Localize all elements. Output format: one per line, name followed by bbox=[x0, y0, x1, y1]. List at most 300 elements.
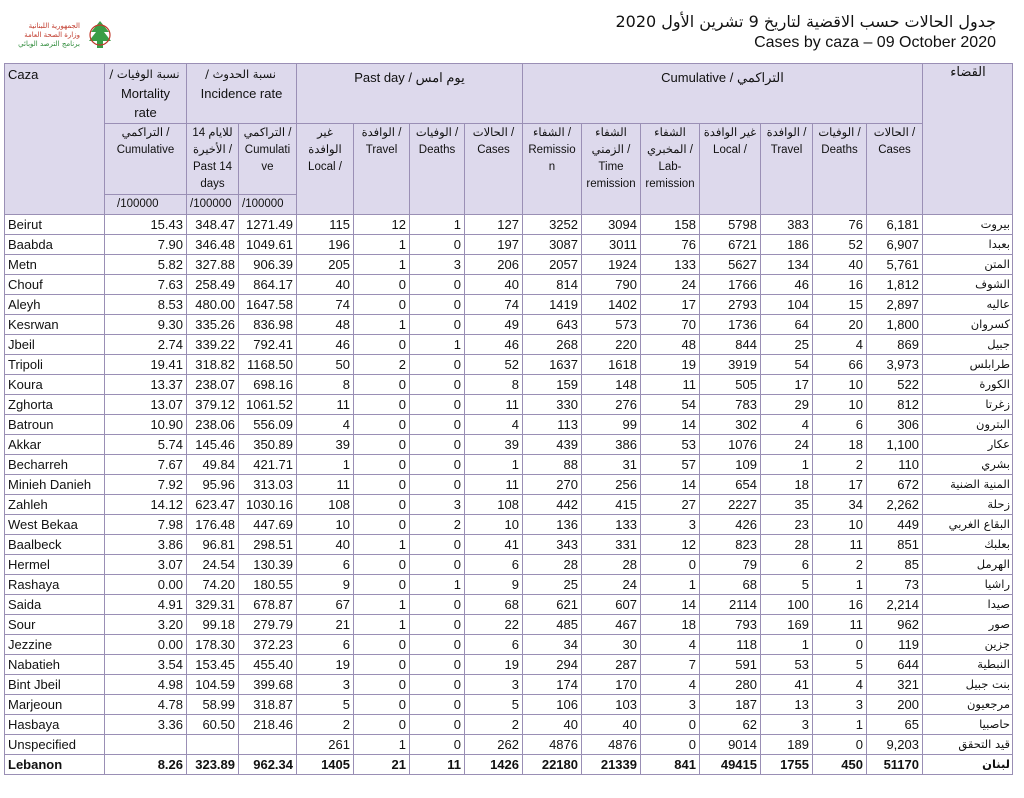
past-day-header: Past day / يوم امس bbox=[297, 64, 523, 124]
sub-cu-local: غير الوافدة Local / bbox=[700, 124, 761, 215]
cell-value: 3.07 bbox=[105, 555, 187, 575]
cell-value: 4 bbox=[297, 415, 354, 435]
cell-value: 1924 bbox=[582, 255, 641, 275]
caza-name-arabic: المنية الضنية bbox=[923, 475, 1013, 495]
cell-value: 386 bbox=[582, 435, 641, 455]
caza-name: Sour bbox=[5, 615, 105, 635]
cell-value: 335.26 bbox=[187, 315, 239, 335]
cell-value: 10 bbox=[813, 515, 867, 535]
cell-value: 158 bbox=[641, 215, 700, 235]
cell-value bbox=[187, 735, 239, 755]
cell-value: 841 bbox=[641, 755, 700, 775]
cell-value: 0 bbox=[354, 655, 410, 675]
cell-value: 1 bbox=[354, 615, 410, 635]
cell-value: 1766 bbox=[700, 275, 761, 295]
table-row bbox=[5, 275, 1013, 295]
cell-value: 28 bbox=[582, 555, 641, 575]
table-row bbox=[5, 355, 1013, 375]
cell-value: 40 bbox=[297, 535, 354, 555]
cell-value: 3 bbox=[465, 675, 523, 695]
caza-name-arabic: زحلة bbox=[923, 495, 1013, 515]
cell-value: 1 bbox=[354, 235, 410, 255]
cell-value: 6 bbox=[465, 555, 523, 575]
cell-value: 134 bbox=[761, 255, 813, 275]
cell-value: 205 bbox=[297, 255, 354, 275]
cell-value: 46 bbox=[297, 335, 354, 355]
caza-name-arabic: كسروان bbox=[923, 315, 1013, 335]
caza-name-arabic: مرجعيون bbox=[923, 695, 1013, 715]
cell-value: 20 bbox=[813, 315, 867, 335]
cell-value: 5627 bbox=[700, 255, 761, 275]
cell-value: 415 bbox=[582, 495, 641, 515]
cell-value: 346.48 bbox=[187, 235, 239, 255]
cell-value: 133 bbox=[582, 515, 641, 535]
cell-value: 29 bbox=[761, 395, 813, 415]
cell-value: 85 bbox=[867, 555, 923, 575]
cell-value: 153.45 bbox=[187, 655, 239, 675]
caza-name: Metn bbox=[5, 255, 105, 275]
caza-name: Baabda bbox=[5, 235, 105, 255]
cell-value: 148 bbox=[582, 375, 641, 395]
cell-value: 823 bbox=[700, 535, 761, 555]
cell-value: 103 bbox=[582, 695, 641, 715]
cell-value: 14 bbox=[641, 475, 700, 495]
cell-value: 0 bbox=[410, 475, 465, 495]
cell-value: 3.54 bbox=[105, 655, 187, 675]
cell-value: 426 bbox=[700, 515, 761, 535]
cell-value: 2 bbox=[465, 715, 523, 735]
cell-value: 67 bbox=[297, 595, 354, 615]
sub-pd-deaths: الوفيات / Deaths bbox=[410, 124, 465, 215]
cell-value: 133 bbox=[641, 255, 700, 275]
cell-value: 3 bbox=[641, 515, 700, 535]
cell-value: 106 bbox=[523, 695, 582, 715]
table-row bbox=[5, 695, 1013, 715]
cell-value: 7.67 bbox=[105, 455, 187, 475]
cell-value: 53 bbox=[761, 655, 813, 675]
cell-value: 2 bbox=[354, 355, 410, 375]
cell-value: 287 bbox=[582, 655, 641, 675]
cell-value: 0 bbox=[813, 635, 867, 655]
sub-incidence-14days: للايام 14 الأخيرة / Past 14 days bbox=[187, 124, 239, 195]
cell-value: 8.53 bbox=[105, 295, 187, 315]
cell-value: 14.12 bbox=[105, 495, 187, 515]
table-row bbox=[5, 475, 1013, 495]
cell-value: 0 bbox=[410, 595, 465, 615]
cell-value: 1402 bbox=[582, 295, 641, 315]
cell-value: 41 bbox=[465, 535, 523, 555]
table-row bbox=[5, 735, 1013, 755]
cell-value: 13.07 bbox=[105, 395, 187, 415]
cell-value: 68 bbox=[465, 595, 523, 615]
caza-name: Saida bbox=[5, 595, 105, 615]
cell-value: 238.06 bbox=[187, 415, 239, 435]
cell-value: 450 bbox=[813, 755, 867, 775]
caza-name-arabic: البترون bbox=[923, 415, 1013, 435]
cell-value: 1 bbox=[641, 575, 700, 595]
cell-value: 95.96 bbox=[187, 475, 239, 495]
cell-value: 104.59 bbox=[187, 675, 239, 695]
caza-name: Zghorta bbox=[5, 395, 105, 415]
cell-value: 1405 bbox=[297, 755, 354, 775]
cell-value: 467 bbox=[582, 615, 641, 635]
cell-value: 0 bbox=[354, 515, 410, 535]
cell-value: 1168.50 bbox=[239, 355, 297, 375]
cell-value: 556.09 bbox=[239, 415, 297, 435]
cell-value: 0 bbox=[641, 715, 700, 735]
cell-value: 66 bbox=[813, 355, 867, 375]
cell-value: 623.47 bbox=[187, 495, 239, 515]
cell-value: 6 bbox=[813, 415, 867, 435]
cell-value: 0 bbox=[354, 495, 410, 515]
cedar-icon bbox=[86, 20, 114, 50]
cell-value: 0 bbox=[410, 535, 465, 555]
cell-value: 96.81 bbox=[187, 535, 239, 555]
cell-value: 1 bbox=[465, 455, 523, 475]
cell-value: 1076 bbox=[700, 435, 761, 455]
cell-value: 3919 bbox=[700, 355, 761, 375]
logo-line-3: برنامج الترصد الوبائي bbox=[18, 40, 80, 48]
cell-value: 23 bbox=[761, 515, 813, 535]
cell-value: 51170 bbox=[867, 755, 923, 775]
table-row bbox=[5, 215, 1013, 235]
cell-value: 790 bbox=[582, 275, 641, 295]
cell-value: 7.92 bbox=[105, 475, 187, 495]
cell-value: 76 bbox=[641, 235, 700, 255]
cell-value: 0 bbox=[410, 735, 465, 755]
cell-value: 573 bbox=[582, 315, 641, 335]
cell-value: 60.50 bbox=[187, 715, 239, 735]
cell-value: 1,800 bbox=[867, 315, 923, 335]
cell-value: 621 bbox=[523, 595, 582, 615]
cell-value: 196 bbox=[297, 235, 354, 255]
caza-name: Nabatieh bbox=[5, 655, 105, 675]
caza-name-arabic: بيروت bbox=[923, 215, 1013, 235]
cell-value: 0 bbox=[410, 355, 465, 375]
cell-value: 104 bbox=[761, 295, 813, 315]
cell-value: 851 bbox=[867, 535, 923, 555]
cell-value: 4.78 bbox=[105, 695, 187, 715]
cell-value: 108 bbox=[465, 495, 523, 515]
cell-value: 323.89 bbox=[187, 755, 239, 775]
cell-value: 145.46 bbox=[187, 435, 239, 455]
caza-name: Beirut bbox=[5, 215, 105, 235]
table-row bbox=[5, 535, 1013, 555]
logo-line-1: الجمهورية اللبنانية bbox=[28, 22, 80, 30]
cell-value: 136 bbox=[523, 515, 582, 535]
cell-value: 0 bbox=[410, 235, 465, 255]
cell-value: 52 bbox=[813, 235, 867, 255]
cell-value: 21 bbox=[354, 755, 410, 775]
cell-value: 869 bbox=[867, 335, 923, 355]
cell-value: 383 bbox=[761, 215, 813, 235]
sub-cu-cases: الحالات / Cases bbox=[867, 124, 923, 215]
cell-value: 0 bbox=[813, 735, 867, 755]
cell-value: 1755 bbox=[761, 755, 813, 775]
cell-value: 2 bbox=[297, 715, 354, 735]
cell-value: 7.98 bbox=[105, 515, 187, 535]
cell-value: 54 bbox=[641, 395, 700, 415]
cell-value: 421.71 bbox=[239, 455, 297, 475]
cell-value: 447.69 bbox=[239, 515, 297, 535]
cell-value: 1 bbox=[354, 535, 410, 555]
cell-value: 21 bbox=[297, 615, 354, 635]
table-row bbox=[5, 315, 1013, 335]
cell-value: 449 bbox=[867, 515, 923, 535]
caza-name-arabic: بشري bbox=[923, 455, 1013, 475]
cell-value: 0.00 bbox=[105, 575, 187, 595]
table-row bbox=[5, 375, 1013, 395]
cell-value: 3 bbox=[641, 695, 700, 715]
cell-value: 18 bbox=[813, 435, 867, 455]
cell-value: 64 bbox=[761, 315, 813, 335]
cell-value: 88 bbox=[523, 455, 582, 475]
cell-value: 1 bbox=[410, 335, 465, 355]
cell-value: 0 bbox=[410, 615, 465, 635]
cell-value: 3 bbox=[761, 715, 813, 735]
cell-value: 276 bbox=[582, 395, 641, 415]
cell-value: 174 bbox=[523, 675, 582, 695]
cell-value: 100 bbox=[761, 595, 813, 615]
cell-value: 8 bbox=[297, 375, 354, 395]
caza-name-arabic: زغرتا bbox=[923, 395, 1013, 415]
cell-value: 0 bbox=[354, 475, 410, 495]
cell-value: 5 bbox=[761, 575, 813, 595]
cell-value: 10 bbox=[813, 395, 867, 415]
cell-value: 220 bbox=[582, 335, 641, 355]
cell-value: 28 bbox=[761, 535, 813, 555]
cell-value: 16 bbox=[813, 275, 867, 295]
cell-value: 200 bbox=[867, 695, 923, 715]
cell-value: 2114 bbox=[700, 595, 761, 615]
cell-value: 5798 bbox=[700, 215, 761, 235]
cell-value: 11 bbox=[465, 395, 523, 415]
cell-value: 3.36 bbox=[105, 715, 187, 735]
cell-value: 6 bbox=[297, 635, 354, 655]
cell-value: 24.54 bbox=[187, 555, 239, 575]
cell-value: 331 bbox=[582, 535, 641, 555]
sub-cu-remission: الشفاء / Remissio n bbox=[523, 124, 582, 215]
cell-value: 0 bbox=[354, 635, 410, 655]
cell-value: 5 bbox=[813, 655, 867, 675]
cell-value: 0 bbox=[354, 455, 410, 475]
table-row bbox=[5, 435, 1013, 455]
table-row bbox=[5, 335, 1013, 355]
cell-value: 1 bbox=[761, 455, 813, 475]
table-row bbox=[5, 395, 1013, 415]
cell-value: 4.91 bbox=[105, 595, 187, 615]
cell-value: 16 bbox=[813, 595, 867, 615]
cell-value: 17 bbox=[641, 295, 700, 315]
cell-value: 0 bbox=[410, 395, 465, 415]
sub-cu-deaths: الوفيات / Deaths bbox=[813, 124, 867, 215]
cell-value: 0 bbox=[354, 415, 410, 435]
cell-value: 455.40 bbox=[239, 655, 297, 675]
caza-name-arabic: صيدا bbox=[923, 595, 1013, 615]
cell-value: 1 bbox=[354, 315, 410, 335]
cell-value: 678.87 bbox=[239, 595, 297, 615]
caza-name-arabic: عاليه bbox=[923, 295, 1013, 315]
cell-value: 52 bbox=[465, 355, 523, 375]
cell-value: 4.98 bbox=[105, 675, 187, 695]
caza-name: Bint Jbeil bbox=[5, 675, 105, 695]
cell-value: 0 bbox=[410, 275, 465, 295]
cell-value: 2 bbox=[813, 555, 867, 575]
cell-value: 5.74 bbox=[105, 435, 187, 455]
cell-value: 108 bbox=[297, 495, 354, 515]
cumulative-header: Cumulative / التراكمي bbox=[523, 64, 923, 124]
cell-value: 159 bbox=[523, 375, 582, 395]
cell-value: 3011 bbox=[582, 235, 641, 255]
cell-value: 50 bbox=[297, 355, 354, 375]
cell-value: 0 bbox=[354, 695, 410, 715]
caza-name-arabic: صور bbox=[923, 615, 1013, 635]
table-row bbox=[5, 415, 1013, 435]
cell-value: 0 bbox=[410, 435, 465, 455]
cell-value: 279.79 bbox=[239, 615, 297, 635]
table-row bbox=[5, 575, 1013, 595]
cell-value: 180.55 bbox=[239, 575, 297, 595]
cell-value: 0 bbox=[410, 695, 465, 715]
caza-header: Caza bbox=[5, 64, 105, 215]
cell-value: 40 bbox=[813, 255, 867, 275]
cell-value: 1 bbox=[761, 635, 813, 655]
cell-value: 49.84 bbox=[187, 455, 239, 475]
cell-value: 9.30 bbox=[105, 315, 187, 335]
cell-value: 4876 bbox=[523, 735, 582, 755]
caza-name: West Bekaa bbox=[5, 515, 105, 535]
caza-name: Marjeoun bbox=[5, 695, 105, 715]
cell-value: 9014 bbox=[700, 735, 761, 755]
cell-value: 11 bbox=[813, 615, 867, 635]
caza-name: Hermel bbox=[5, 555, 105, 575]
cell-value: 48 bbox=[297, 315, 354, 335]
cell-value: 6 bbox=[761, 555, 813, 575]
cell-value: 302 bbox=[700, 415, 761, 435]
cell-value: 5 bbox=[465, 695, 523, 715]
cell-value: 3,973 bbox=[867, 355, 923, 375]
cell-value: 298.51 bbox=[239, 535, 297, 555]
cell-value: 10 bbox=[297, 515, 354, 535]
cell-value: 13.37 bbox=[105, 375, 187, 395]
cell-value: 4 bbox=[641, 675, 700, 695]
cell-value: 10 bbox=[813, 375, 867, 395]
cell-value: 1637 bbox=[523, 355, 582, 375]
cell-value: 268 bbox=[523, 335, 582, 355]
cell-value: 1 bbox=[813, 575, 867, 595]
cell-value: 19 bbox=[297, 655, 354, 675]
caza-name: Hasbaya bbox=[5, 715, 105, 735]
cell-value: 12 bbox=[354, 215, 410, 235]
cell-value: 0 bbox=[354, 675, 410, 695]
cell-value: 672 bbox=[867, 475, 923, 495]
cell-value: 118 bbox=[700, 635, 761, 655]
caza-name: Batroun bbox=[5, 415, 105, 435]
cell-value: 40 bbox=[465, 275, 523, 295]
cell-value: 9 bbox=[465, 575, 523, 595]
cell-value: 41 bbox=[761, 675, 813, 695]
cell-value: 1,100 bbox=[867, 435, 923, 455]
cell-value: 0 bbox=[641, 555, 700, 575]
cell-value: 6,907 bbox=[867, 235, 923, 255]
table-row bbox=[5, 635, 1013, 655]
cell-value: 0 bbox=[354, 275, 410, 295]
cell-value: 318.82 bbox=[187, 355, 239, 375]
cell-value: 119 bbox=[867, 635, 923, 655]
cell-value: 1 bbox=[354, 255, 410, 275]
cell-value: 329.31 bbox=[187, 595, 239, 615]
cell-value: 256 bbox=[582, 475, 641, 495]
mortality-header: نسبة الوفيات / Mortality rate bbox=[105, 64, 187, 124]
page-title-arabic: جدول الحالات حسب الاقضية لتاريخ 9 تشرين الأول 2020 bbox=[615, 12, 996, 31]
cell-value: 399.68 bbox=[239, 675, 297, 695]
cell-value: 186 bbox=[761, 235, 813, 255]
cell-value: 11 bbox=[410, 755, 465, 775]
cell-value: 280 bbox=[700, 675, 761, 695]
cell-value: 4 bbox=[761, 415, 813, 435]
caza-name-arabic: لبنان bbox=[923, 755, 1013, 775]
cell-value: 1049.61 bbox=[239, 235, 297, 255]
cell-value: 48 bbox=[641, 335, 700, 355]
cell-value: 812 bbox=[867, 395, 923, 415]
caza-name-arabic: قيد التحقق bbox=[923, 735, 1013, 755]
caza-name: Rashaya bbox=[5, 575, 105, 595]
cell-value: 130.39 bbox=[239, 555, 297, 575]
cell-value: 0 bbox=[410, 295, 465, 315]
caza-name: Jbeil bbox=[5, 335, 105, 355]
cell-value: 10.90 bbox=[105, 415, 187, 435]
cell-value: 643 bbox=[523, 315, 582, 335]
cell-value: 339.22 bbox=[187, 335, 239, 355]
cell-value: 46 bbox=[465, 335, 523, 355]
sub-pd-cases: الحالات / Cases bbox=[465, 124, 523, 215]
cell-value: 607 bbox=[582, 595, 641, 615]
cell-value: 74.20 bbox=[187, 575, 239, 595]
caza-name: Tripoli bbox=[5, 355, 105, 375]
cell-value: 906.39 bbox=[239, 255, 297, 275]
cell-value: 113 bbox=[523, 415, 582, 435]
cell-value: 792.41 bbox=[239, 335, 297, 355]
cell-value: 372.23 bbox=[239, 635, 297, 655]
cell-value: 6721 bbox=[700, 235, 761, 255]
cell-value: 313.03 bbox=[239, 475, 297, 495]
cell-value: 0 bbox=[410, 675, 465, 695]
caza-name-arabic: راشيا bbox=[923, 575, 1013, 595]
cell-value: 1426 bbox=[465, 755, 523, 775]
cell-value: 11 bbox=[641, 375, 700, 395]
cell-value: 327.88 bbox=[187, 255, 239, 275]
caza-name: Jezzine bbox=[5, 635, 105, 655]
cell-value: 1736 bbox=[700, 315, 761, 335]
cell-value: 6 bbox=[465, 635, 523, 655]
cell-value: 12 bbox=[641, 535, 700, 555]
cell-value: 99 bbox=[582, 415, 641, 435]
cell-value: 814 bbox=[523, 275, 582, 295]
caza-name-arabic: بعبدا bbox=[923, 235, 1013, 255]
cell-value: 0.00 bbox=[105, 635, 187, 655]
sub-cu-travel: الوافدة / Travel bbox=[761, 124, 813, 215]
cell-value: 30 bbox=[582, 635, 641, 655]
cell-value: 485 bbox=[523, 615, 582, 635]
cell-value: 22 bbox=[465, 615, 523, 635]
cell-value: 480.00 bbox=[187, 295, 239, 315]
table-row bbox=[5, 295, 1013, 315]
caza-name-arabic: جزين bbox=[923, 635, 1013, 655]
cell-value: 0 bbox=[410, 635, 465, 655]
cell-value: 698.16 bbox=[239, 375, 297, 395]
cell-value: 1 bbox=[410, 215, 465, 235]
cell-value: 2227 bbox=[700, 495, 761, 515]
